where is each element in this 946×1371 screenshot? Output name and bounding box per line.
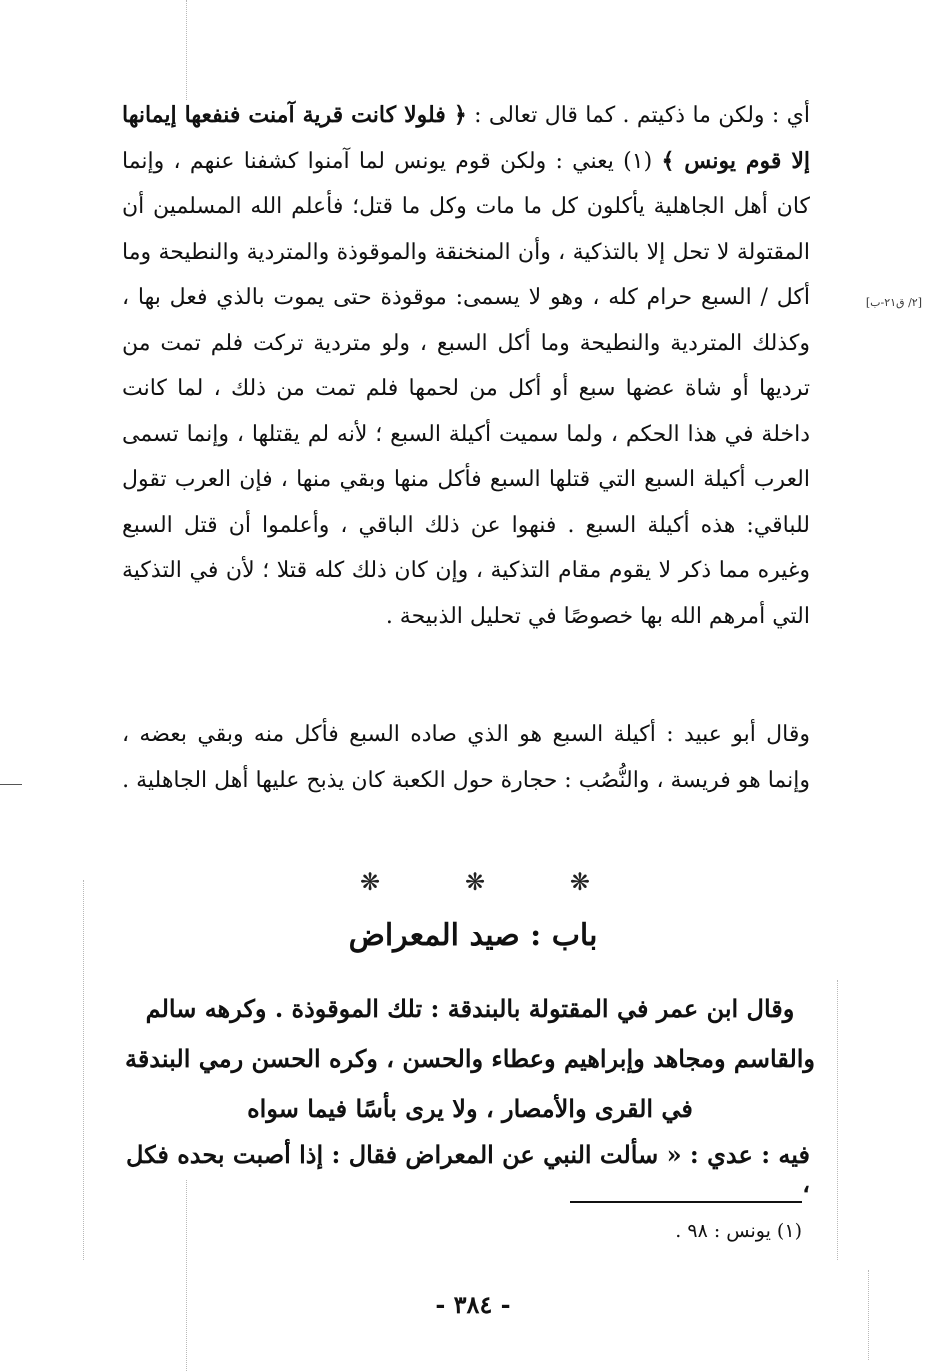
separator-star: ❋ xyxy=(569,868,590,896)
scan-edge-mark xyxy=(0,784,22,785)
footnote-reference: (١) xyxy=(613,148,662,174)
paragraph-body: يعني : ولكن قوم يونس لما آمنوا كشفنا عنهم ، وإنما كان أهل الجاهلية يأكلون كل ما مات وكل ما قتل؛ فأعلم الله المسلمين أن المقتولة لا تحل إلا بالتذكية ، وأن المنخنقة والموقوذة والمتردية والنطيحة وما أكل / السبع حرام كله ، وهو لا يسمى: موقوذة حتى يموت بالذي فعل بها ، وكذلك المتردية والنطيحة وما أكل السبع ، ولو متردية تركت فلم تمت من ترديها أو شاة عضها سبع أو أكل من لحمها فلم تمت من ذلك ، لما كانت داخلة في هذا الحكم ، ولما سميت أكيلة السبع ؛ لأنه لم يقتلها ، وإنما تسمى العرب أكيلة السبع التي قتلها السبع فأكل منها وبقي منها ، فإن العرب تقول للباقي: هذه أكيلة السبع . فنهوا عن ذلك الباقي ، وأعلموا أن قتل السبع وغيره مما ذكر لا يقوم مقام التذكية ، وإن كان ذلك كله قتلا ؛ لأن في التذكية التي أمرهم الله بها خصوصًا في تحليل الذبيحة . xyxy=(122,148,810,629)
athar-paragraph xyxy=(120,984,820,1134)
quran-verse: ﴿ فلولا كانت قرية آمنت فنفعها إيمانها إلا قوم يونس ﴾ xyxy=(122,102,810,174)
chapter-title: باب : صيد المعراض xyxy=(348,918,598,953)
scan-guide-line xyxy=(837,980,838,1260)
footnote-divider xyxy=(570,1201,802,1203)
paragraph-opening: أي : ولكن ما ذكيتم . كما قال تعالى : xyxy=(466,103,810,128)
page-number: - ٣٨٤ - xyxy=(435,1290,511,1319)
scan-guide-line xyxy=(186,1180,187,1371)
athar-text: وقال ابن عمر في المقتولة بالبندقة : تلك الموقوذة . وكرهه سالم والقاسم ومجاهد وإبراهيم وعطاء والحسن ، وكره الحسن رمي البندقة في القرى والأمصار ، ولا يرى بأسًا فيما سواه xyxy=(124,994,816,1123)
section-separator xyxy=(360,868,590,896)
abu-ubaid-text: وقال أبو عبيد : أكيلة السبع هو الذي صاده السبع فأكل منه وبقي بعضه ، وإنما هو فريسة ، والنُّصُب : حجارة حول الكعبة كان يذبح عليها أهل الجاهلية . xyxy=(122,722,810,793)
main-paragraph xyxy=(122,93,810,639)
separator-star: ❋ xyxy=(360,868,381,896)
manuscript-folio-reference: [٢/ ق٢١-ب] xyxy=(865,296,922,309)
hadith-line: فيه : عدي : « سألت النبي عن المعراض فقال : إذا أصبت بحده فكل ، xyxy=(125,1140,810,1198)
scan-guide-line xyxy=(186,0,187,100)
abu-ubaid-paragraph xyxy=(122,712,810,803)
separator-star: ❋ xyxy=(464,868,486,896)
footnote: (١) يونس : ٩٨ . xyxy=(675,1220,802,1242)
